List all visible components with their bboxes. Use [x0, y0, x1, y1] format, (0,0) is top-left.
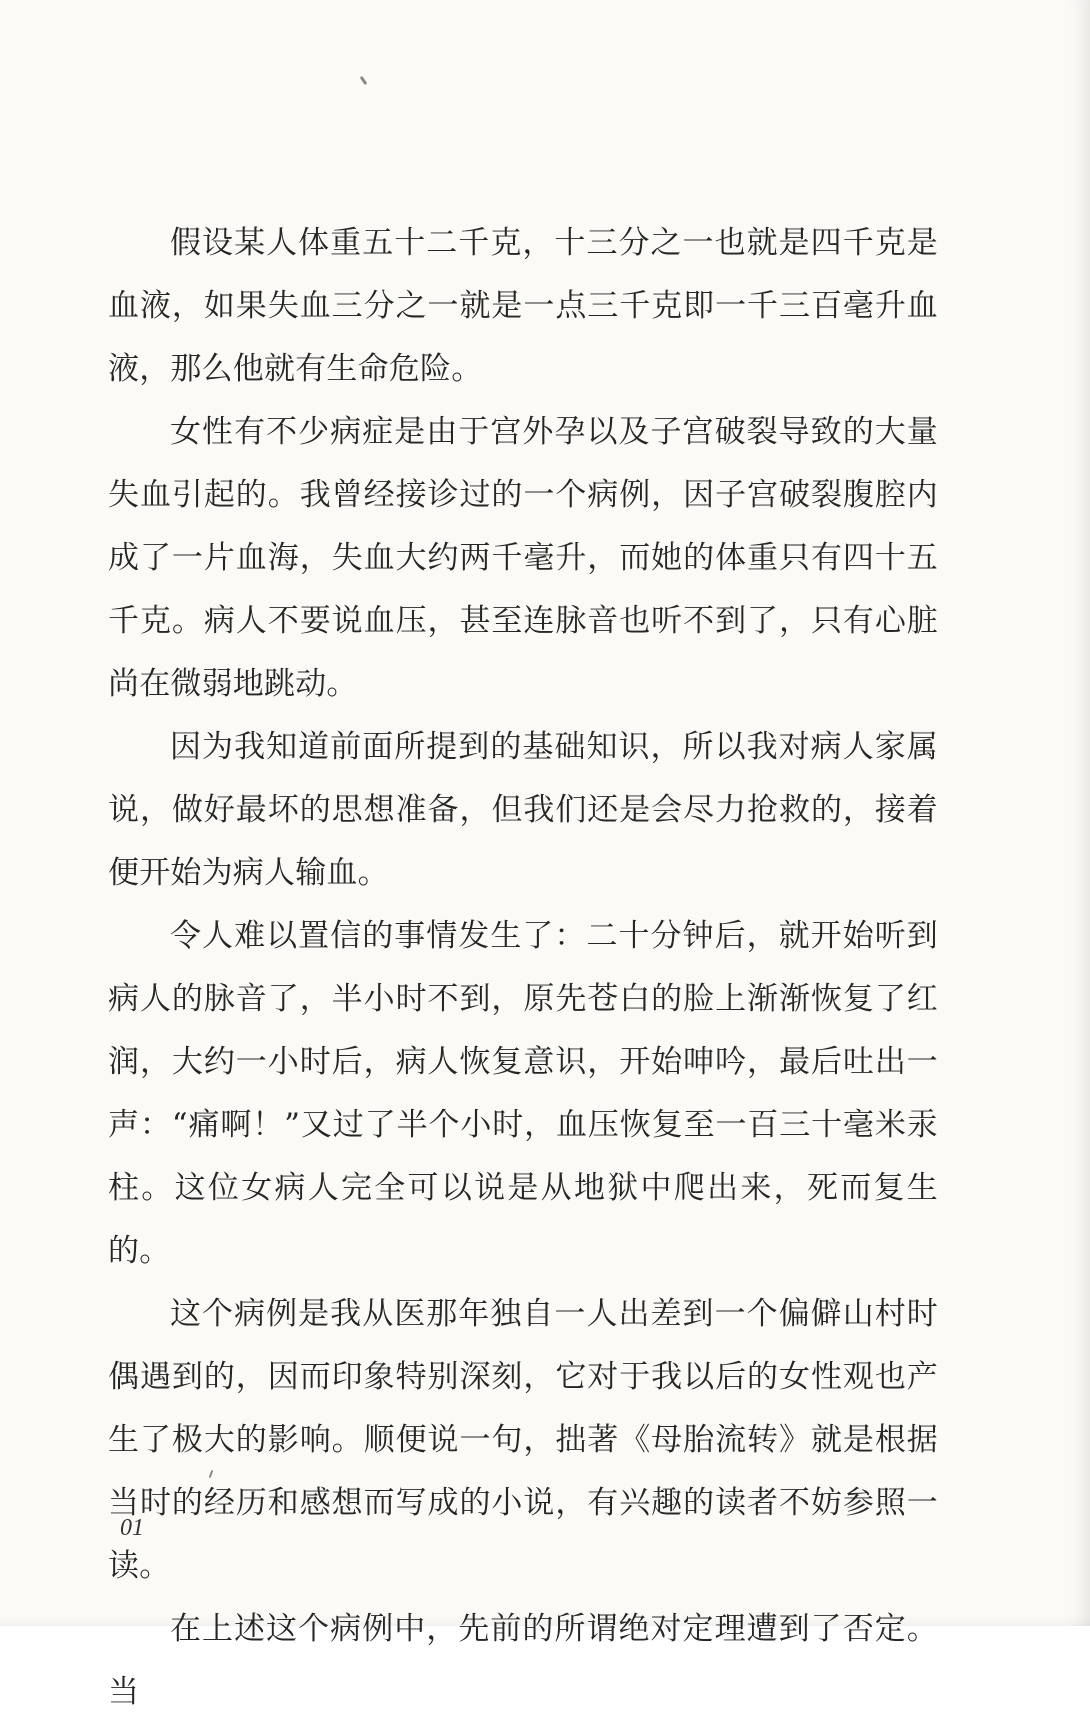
- paragraph: 这个病例是我从医那年独自一人出差到一个偏僻山村时偶遇到的，因而印象特别深刻，它对于我以后的女性观也产生了极大的影响。顺便说一句，拙著《母胎流转》就是根据当时的经历和感想而写成的小说，有兴趣的读者不妨参照一读。: [108, 1296, 938, 1584]
- body-text: [108, 212, 938, 1724]
- paragraph: 令人难以置信的事情发生了：二十分钟后，就开始听到病人的脉音了，半小时不到，原先苍白的脸上渐渐恢复了红润，大约一小时后，病人恢复意识，开始呻吟，最后吐出一声：“痛啊！”又过了半个小时，血压恢复至一百三十毫米汞柱。这位女病人完全可以说是从地狱中爬出来，死而复生的。: [108, 918, 938, 1269]
- paragraph: 因为我知道前面所提到的基础知识，所以我对病人家属说，做好最坏的思想准备，但我们还是会尽力抢救的，接着便开始为病人输血。: [108, 729, 938, 891]
- scan-speck: [360, 76, 368, 85]
- paragraph: 假设某人体重五十二千克，十三分之一也就是四千克是血液，如果失血三分之一就是一点三千克即一千三百毫升血液，那么他就有生命危险。: [108, 225, 938, 387]
- paragraph: 女性有不少病症是由于宫外孕以及子宫破裂导致的大量失血引起的。我曾经接诊过的一个病例，因子宫破裂腹腔内成了一片血海，失血大约两千毫升，而她的体重只有四十五千克。病人不要说血压，甚至连脉音也听不到了，只有心脏尚在微弱地跳动。: [108, 414, 938, 702]
- page-number: 01: [120, 1515, 144, 1541]
- paragraph: 在上述这个病例中，先前的所谓绝对定理遭到了否定。当: [108, 1611, 938, 1710]
